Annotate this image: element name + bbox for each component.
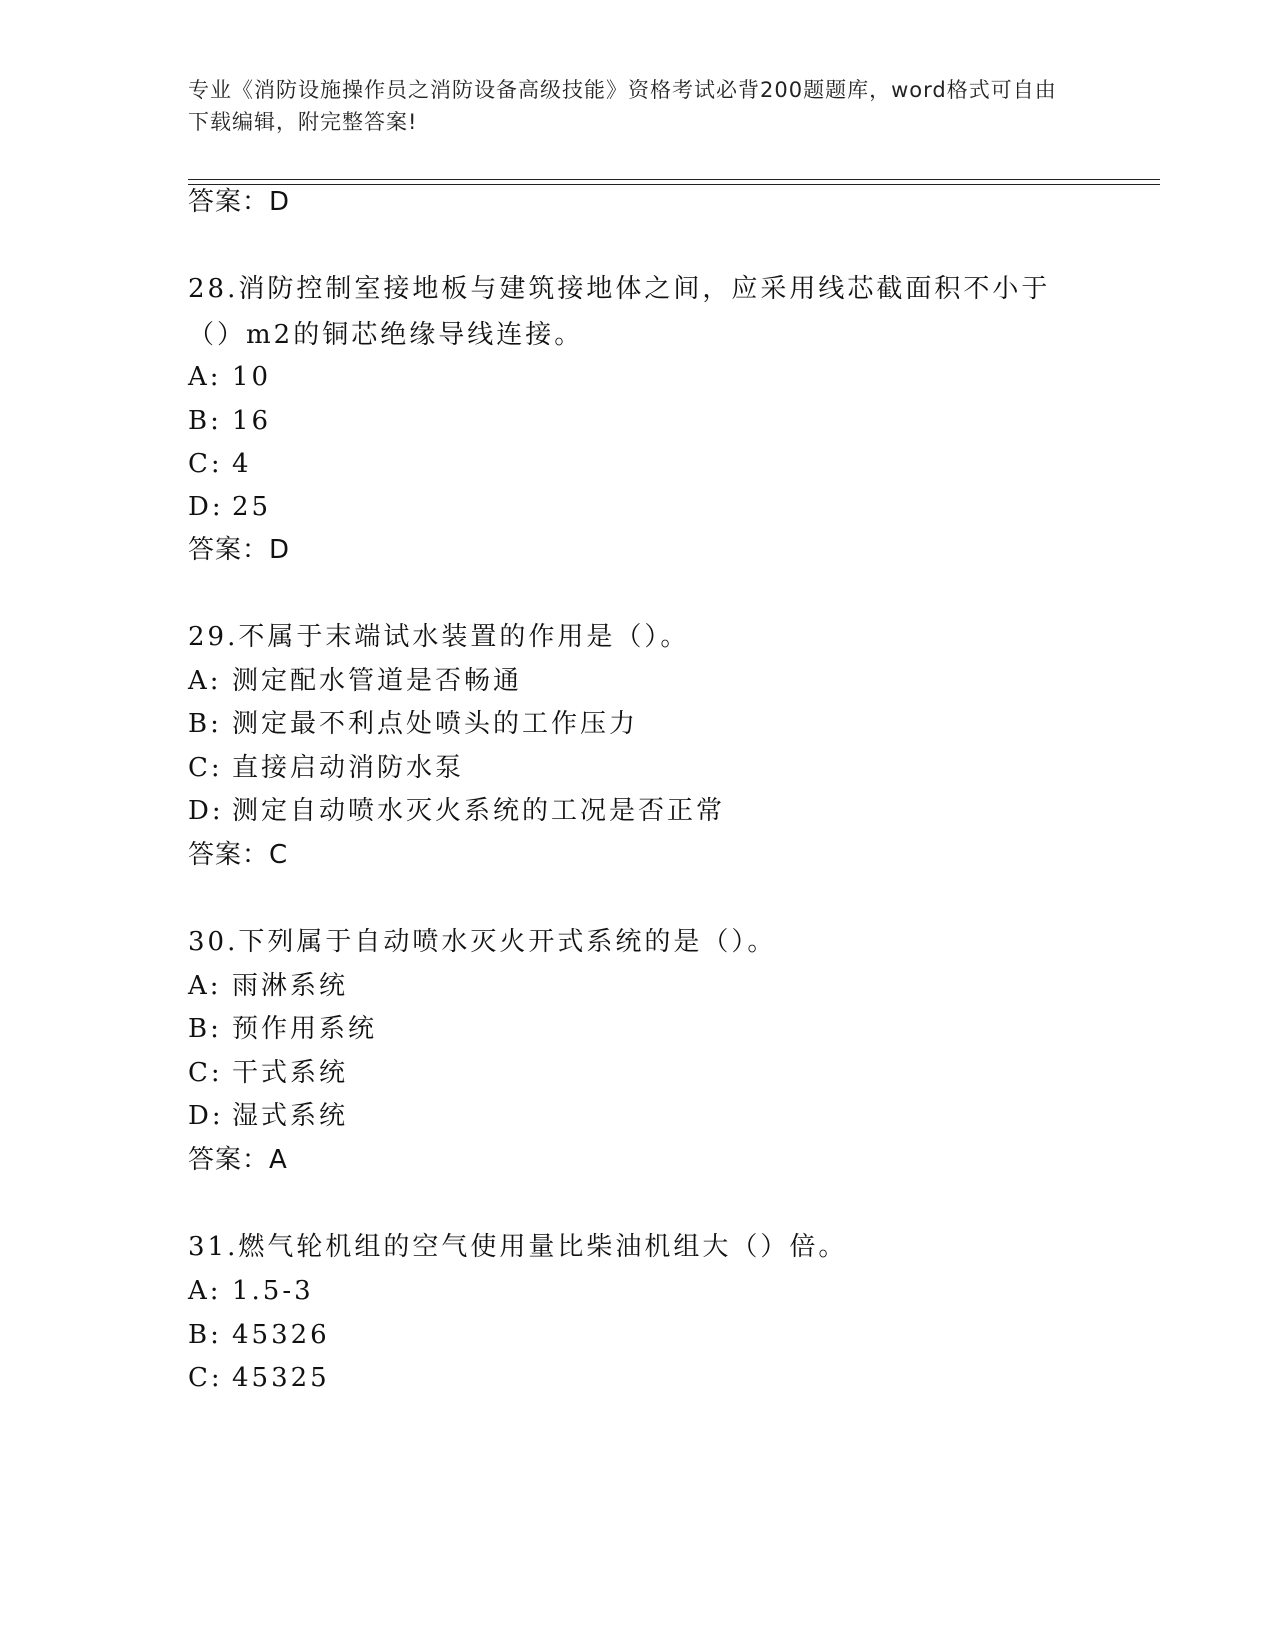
option-a: A: 测定配水管道是否畅通 [188,666,523,696]
option-b: B: 45326 [188,1320,330,1350]
option-a: A: 1.5-3 [188,1276,314,1306]
answer-line: 答案：C [188,840,289,870]
option-c: C: 直接启动消防水泵 [188,753,465,783]
option-d: D: 25 [188,492,272,522]
option-c: C: 4 [188,449,252,479]
option-d: D: 测定自动喷水灭火系统的工况是否正常 [188,796,726,826]
question-31-text: 31.燃气轮机组的空气使用量比柴油机组大（）倍。 [188,1232,848,1262]
page-header: 专业《消防设施操作员之消防设备高级技能》资格考试必背200题题库，word格式可自由下载编辑，附完整答案! [188,78,1057,134]
header-rule-top [188,179,1160,180]
option-b: B: 预作用系统 [188,1014,378,1044]
option-b: B: 测定最不利点处喷头的工作压力 [188,709,639,739]
option-a: A: 雨淋系统 [188,971,349,1001]
option-c: C: 干式系统 [188,1058,349,1088]
question-29-text: 29.不属于末端试水装置的作用是（）。 [188,622,690,652]
option-b: B: 16 [188,406,272,436]
header-rule-bottom [188,184,1160,185]
option-d: D: 湿式系统 [188,1101,349,1131]
option-c: C: 45325 [188,1363,330,1393]
answer-line: 答案：A [188,1145,288,1175]
answer-line: 答案：D [188,187,291,217]
question-30-text: 30.下列属于自动喷水灭火开式系统的是（）。 [188,927,777,957]
question-28-text: 28.消防控制室接地板与建筑接地体之间，应采用线芯截面积不小于（）m2的铜芯绝缘导线连接。 [188,274,1051,350]
option-a: A: 10 [188,362,272,392]
answer-line: 答案：D [188,535,291,565]
